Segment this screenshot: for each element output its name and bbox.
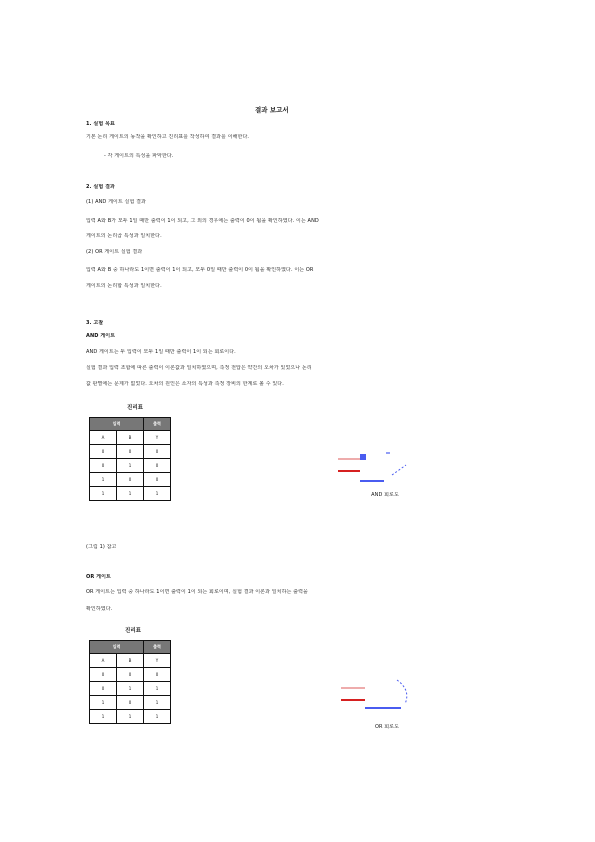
or-diagram-caption: OR 회로도 <box>374 724 400 730</box>
table-cell: 0 <box>117 668 144 682</box>
table-row <box>90 459 171 473</box>
table-cell: 0 <box>90 459 117 473</box>
table-cell: B <box>117 431 144 445</box>
table-row <box>90 445 171 459</box>
table-cell: 1 <box>117 487 144 501</box>
table-row <box>90 696 171 710</box>
gate-curve <box>392 465 406 475</box>
table-row <box>90 431 171 445</box>
section-1-line-2: - 각 게이트의 특성을 파악한다. <box>104 153 174 159</box>
section-3-heading: 3. 고찰 <box>86 320 104 326</box>
table-cell: 1 <box>90 710 117 724</box>
table-cell: 0 <box>117 473 144 487</box>
table-cell: 1 <box>117 682 144 696</box>
table-cell: Y <box>144 654 171 668</box>
section-4-line-1: OR 게이트는 입력 중 하나라도 1이면 출력이 1이 되는 회로이며, 실험 결과 이론과 일치하는 출력을 <box>86 589 308 595</box>
table-cell: 1 <box>144 682 171 696</box>
section-1-line-1: 기본 논리 게이트의 동작을 확인하고 진리표를 작성하여 결과를 이해한다. <box>86 134 250 140</box>
table-cell: 0 <box>117 445 144 459</box>
table-cell: 1 <box>144 710 171 724</box>
figure-note: (그림 1) 참고 <box>86 544 117 550</box>
table-cell: 0 <box>144 445 171 459</box>
table-row <box>90 473 171 487</box>
table-cell: 1 <box>117 459 144 473</box>
table-cell: 0 <box>144 459 171 473</box>
truth-table-or <box>89 640 171 724</box>
gate-curve <box>397 680 407 704</box>
table-header-row <box>90 641 171 654</box>
table-cell: B <box>117 654 144 668</box>
section-3-line-3: 값 판별에는 문제가 없었다. 오차의 원인은 소자의 특성과 측정 장비의 한계로 볼 수 있다. <box>86 381 284 387</box>
table-header-row <box>90 418 171 431</box>
table-cell: 1 <box>90 473 117 487</box>
section-2-sub-2-line-1: 입력 A와 B 중 하나라도 1이면 출력이 1이 되고, 모두 0일 때만 출력이 0이 됨을 확인하였다. 이는 OR <box>86 267 314 273</box>
table-cell: A <box>90 431 117 445</box>
table-row <box>90 682 171 696</box>
table-header-output: 출력 <box>144 641 171 654</box>
table-cell: 0 <box>117 696 144 710</box>
table-2-caption: 진리표 <box>125 628 141 634</box>
section-2-sub-1: (1) AND 게이트 실험 결과 <box>86 199 146 205</box>
or-circuit-diagram <box>335 672 425 732</box>
table-cell: 1 <box>90 487 117 501</box>
table-cell: A <box>90 654 117 668</box>
section-4-line-2: 확인하였다. <box>86 606 113 612</box>
table-row <box>90 654 171 668</box>
table-header-output: 출력 <box>144 418 171 431</box>
section-3-line-1: AND 게이트는 두 입력이 모두 1일 때만 출력이 1이 되는 회로이다. <box>86 349 236 355</box>
section-4-label: OR 게이트 <box>86 574 111 580</box>
table-cell: 1 <box>117 710 144 724</box>
table-cell: 0 <box>90 682 117 696</box>
table-cell: 0 <box>90 668 117 682</box>
section-2-sub-2-line-2: 게이트의 논리합 특성과 일치한다. <box>86 283 162 289</box>
table-cell: 1 <box>144 696 171 710</box>
section-2-sub-1-line-2: 게이트의 논리곱 특성과 일치한다. <box>86 233 162 239</box>
section-3-label: AND 게이트 <box>86 333 116 339</box>
section-2-sub-2: (2) OR 게이트 실험 결과 <box>86 249 143 255</box>
gate-node <box>360 454 366 460</box>
page-title: 결과 보고서 <box>255 106 289 114</box>
section-3-line-2: 실험 결과 입력 조합에 따른 출력이 이론값과 일치하였으며, 측정 전압은 약간의 오차가 있었으나 논리 <box>86 365 312 371</box>
table-row <box>90 668 171 682</box>
table-cell: 0 <box>144 668 171 682</box>
table-cell: 1 <box>144 487 171 501</box>
table-1-caption: 진리표 <box>127 405 143 411</box>
truth-table-and <box>89 417 171 501</box>
table-header-input: 입력 <box>90 418 144 431</box>
and-diagram-caption: AND 회로도 <box>371 492 399 498</box>
table-row <box>90 487 171 501</box>
table-cell: 0 <box>90 445 117 459</box>
table-row <box>90 710 171 724</box>
table-cell: 1 <box>90 696 117 710</box>
section-1-heading: 1. 실험 목표 <box>86 121 115 127</box>
section-2-sub-1-line-1: 입력 A와 B가 모두 1일 때만 출력이 1이 되고, 그 외의 경우에는 출력이 0이 됨을 확인하였다. 이는 AND <box>86 218 319 224</box>
section-2-heading: 2. 실험 결과 <box>86 184 115 190</box>
table-cell: 0 <box>144 473 171 487</box>
table-cell: Y <box>144 431 171 445</box>
table-header-input: 입력 <box>90 641 144 654</box>
